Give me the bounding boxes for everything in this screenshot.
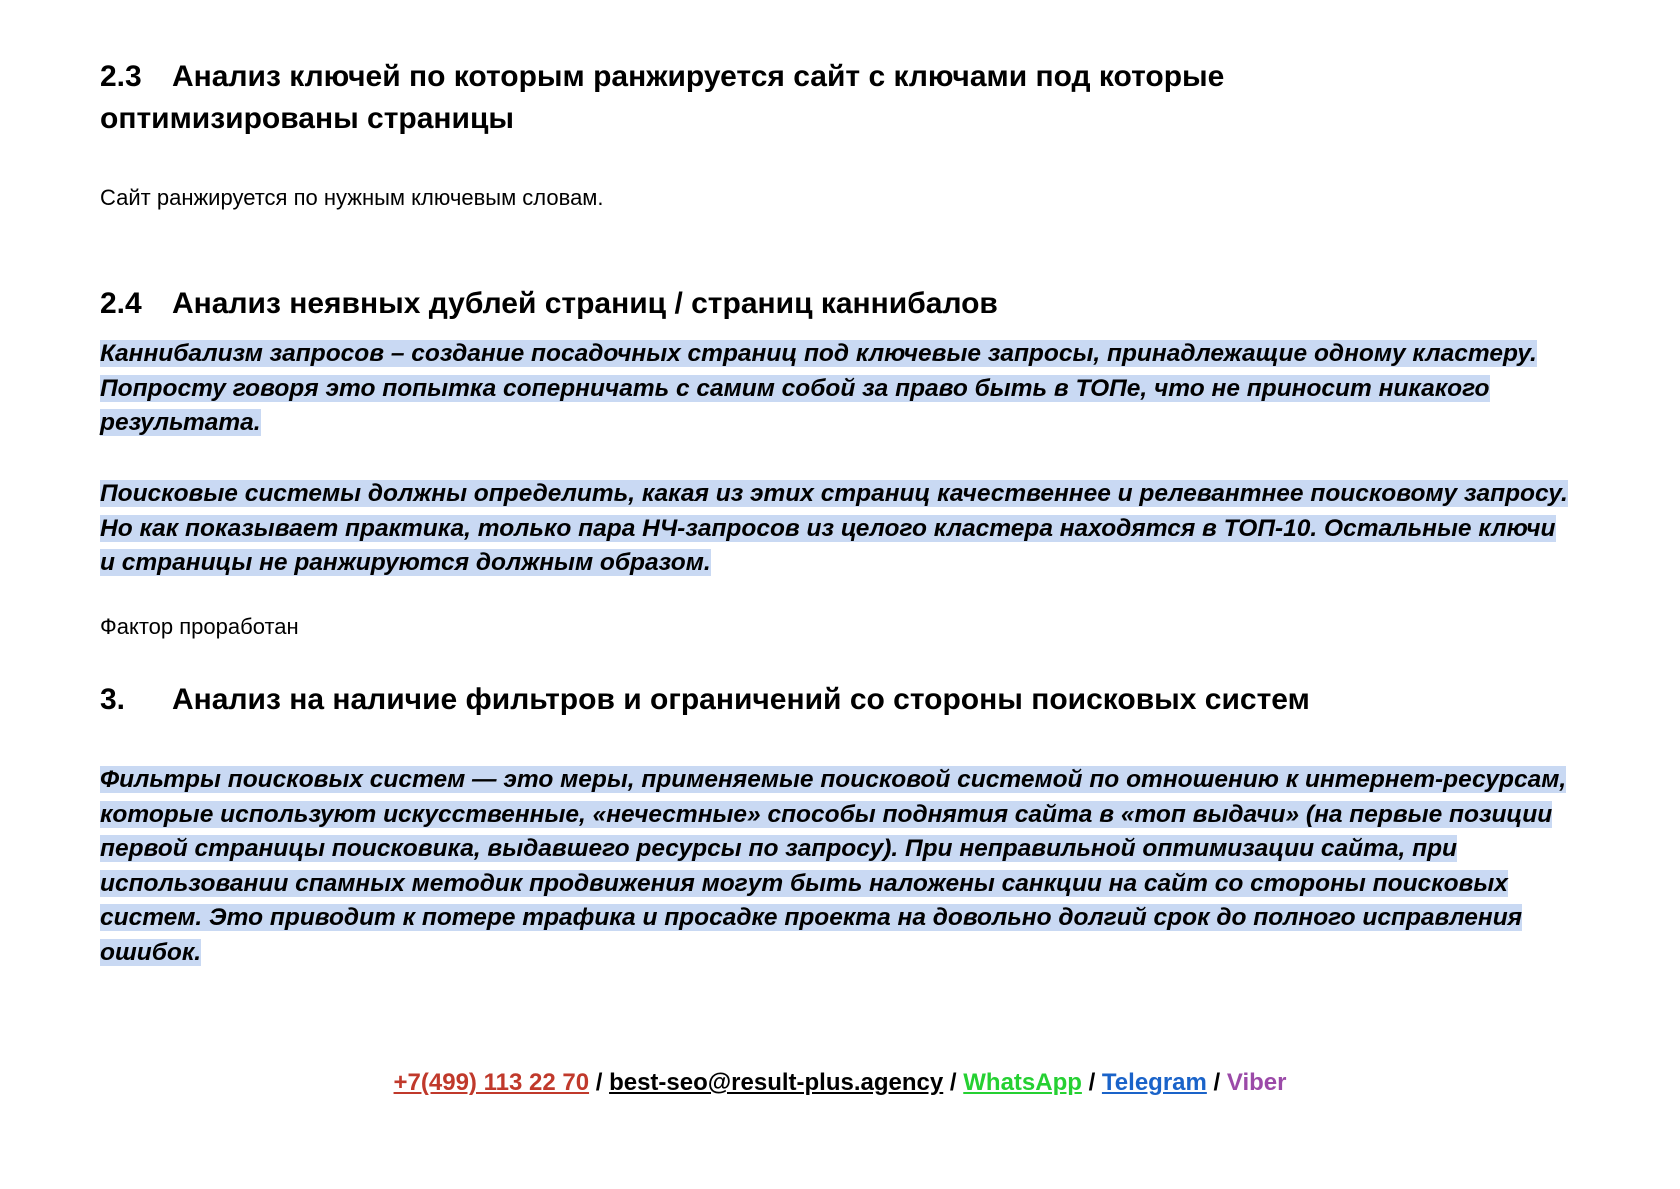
section-2-4-para1 [100, 337, 1570, 441]
section-2-4-para2 [100, 477, 1570, 581]
section-3-number: 3. [100, 683, 126, 716]
section-2-3-heading [100, 56, 1480, 140]
section-3-para-text: Фильтры поисковых систем — это меры, применяемые поисковой системой по отношению к интернет-ресурсам, которые используют искусственные, «нечестные» способы поднятия сайта в «топ выдачи» (на первые позиции первой страницы поисковика, выдавшего ресурсы по запросу). При неправильной оптимизации сайта, при использовании спамных методик продвижения могут быть наложены санкции на сайт со стороны поисковых систем. Это приводит к потере трафика и просадке проекта на довольно долгий срок до полного исправления ошибок. [100, 766, 1567, 966]
section-3-heading [100, 679, 1480, 721]
section-2-4-para1-text: Каннибализм запросов – создание посадочных страниц под ключевые запросы, принадлежащие одному кластеру. Попросту говоря это попытка соперничать с самим собой за право быть в ТОПе, что не приносит никакого результата. [100, 340, 1537, 437]
section-2-4-para2-text: Поисковые системы должны определить, какая из этих страниц качественнее и релевантнее поисковому запросу. Но как показывает практика, только пара НЧ-запросов из целого кластера находятся в ТОП-10. Остальные ключи и страницы не ранжируются должным образом. [100, 480, 1568, 577]
email-link[interactable]: best-seo@result-plus.agency [609, 1069, 944, 1096]
section-2-3-number: 2.3 [100, 60, 142, 93]
section-2-4-status: Фактор проработан [100, 614, 299, 639]
section-3-title: Анализ на наличие фильтров и ограничений со стороны поисковых систем [172, 683, 1310, 716]
separator: / [1213, 1069, 1221, 1096]
separator: / [595, 1069, 603, 1096]
telegram-link[interactable]: Telegram [1101, 1069, 1207, 1096]
section-2-4-title: Анализ неявных дублей страниц / страниц каннибалов [172, 287, 998, 320]
section-2-3-title-line1: Анализ ключей по которым ранжируется сайт с ключами под которые [172, 60, 1225, 93]
section-2-4-number: 2.4 [100, 287, 142, 320]
whatsapp-link[interactable]: WhatsApp [963, 1069, 1082, 1096]
section-2-3-body: Сайт ранжируется по нужным ключевым словам. [100, 185, 604, 210]
separator: / [949, 1069, 957, 1096]
separator: / [1088, 1069, 1096, 1096]
contact-footer [0, 1067, 1680, 1099]
section-3-para [100, 763, 1570, 971]
section-2-4-heading [100, 283, 1480, 325]
viber-link[interactable]: Viber [1226, 1069, 1287, 1096]
section-2-3-title-line2: оптимизированы страницы [100, 102, 515, 135]
phone-link[interactable]: +7(499) 113 22 70 [393, 1069, 590, 1096]
